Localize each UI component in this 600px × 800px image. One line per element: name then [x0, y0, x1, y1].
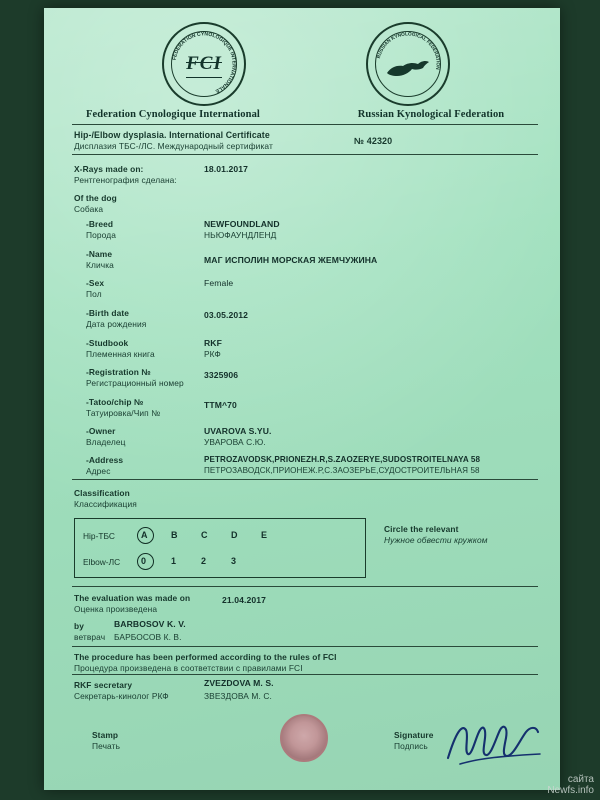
- stamp-label-en: Stamp: [92, 730, 119, 740]
- field-owner-label-en: -Owner: [86, 426, 116, 436]
- organisation-names: [44, 104, 560, 122]
- watermark: [547, 774, 594, 796]
- rkf-logo: [366, 22, 452, 108]
- field-name-value-ru: МАГ ИСПОЛИН МОРСКАЯ ЖЕМЧУЖИНА: [204, 255, 378, 265]
- ofdog-label-ru: Собака: [74, 204, 104, 214]
- field-name-label-ru: Кличка: [86, 260, 114, 270]
- field-breed-label-en: -Breed: [86, 219, 114, 229]
- field-tattoo-value: TTM^70: [204, 400, 237, 410]
- field-registration-label-en: -Registration №: [86, 367, 151, 377]
- logo-row: [44, 22, 560, 100]
- evaluation-date-value: 21.04.2017: [222, 595, 267, 605]
- procedure-text-ru: Процедура произведена в соответствии с правилами FCI: [74, 663, 303, 673]
- field-address-value-en: PETROZAVODSK,PRIONEZH.R,S.ZAOZERYE,SUDOSTROITELNAYA 58: [204, 455, 481, 464]
- signature-mark: [442, 714, 552, 772]
- rkf-ring-text: [368, 24, 448, 104]
- divider-title: [72, 154, 538, 155]
- secretary-label-en: RKF secretary: [74, 680, 133, 690]
- classification-box: [74, 518, 366, 578]
- field-birthdate-label-ru: Дата рождения: [86, 319, 147, 329]
- field-owner-value-en: UVAROVA S.YU.: [204, 426, 272, 436]
- signature-label-ru: Подпись: [394, 741, 428, 751]
- field-tattoo-label-en: -Tatoo/chip №: [86, 397, 144, 407]
- field-breed-label-ru: Порода: [86, 230, 116, 240]
- vet-name-ru: БАРБОСОВ К. В.: [114, 632, 182, 642]
- field-studbook-value-en: RKF: [204, 338, 222, 348]
- hip-option-a[interactable]: A: [141, 530, 148, 540]
- elbow-option-2[interactable]: 2: [201, 556, 207, 566]
- vet-label-ru: ветврач: [74, 632, 106, 642]
- field-birthdate-label-en: -Birth date: [86, 308, 129, 318]
- divider-procedure: [72, 674, 538, 675]
- certificate-sheet: [44, 8, 560, 790]
- svg-text:RUSSIAN KYNOLOGICAL FEDERATION: RUSSIAN KYNOLOGICAL FEDERATION: [376, 32, 440, 70]
- classification-label-en: Classification: [74, 488, 130, 498]
- field-address-label-ru: Адрес: [86, 466, 111, 476]
- field-birthdate-value: 03.05.2012: [204, 310, 249, 320]
- xray-label-en: X-Rays made on:: [74, 164, 144, 174]
- classification-label-ru: Классификация: [74, 499, 137, 509]
- field-studbook-label-ru: Племенная книга: [86, 349, 155, 359]
- doc-title-ru: Дисплазия ТБС-/ЛС. Международный сертификат: [74, 141, 273, 151]
- vet-label-en: by: [74, 621, 84, 631]
- secretary-label-ru: Секретарь-кинолог РКФ: [74, 691, 169, 701]
- field-owner-value-ru: УВАРОВА С.Ю.: [204, 437, 266, 447]
- classification-hint-en: Circle the relevant: [384, 524, 459, 534]
- field-tattoo-label-ru: Татуировка/Чип №: [86, 408, 161, 418]
- xray-date-value: 18.01.2017: [204, 164, 249, 174]
- hip-option-d[interactable]: D: [231, 530, 238, 540]
- divider-classification: [72, 586, 538, 587]
- field-breed-value-ru: НЬЮФАУНДЛЕНД: [204, 230, 277, 240]
- secretary-name-ru: ЗВЕЗДОВА М. С.: [204, 691, 272, 701]
- field-breed-value-en: NEWFOUNDLAND: [204, 219, 280, 229]
- elbow-option-1[interactable]: 1: [171, 556, 177, 566]
- stamp-impression: [280, 714, 328, 762]
- org-right-label: Russian Kynological Federation: [357, 109, 505, 120]
- watermark-line1: сайта: [567, 774, 594, 785]
- field-registration-value: 3325906: [204, 370, 239, 380]
- elbow-row-label: Elbow-ЛС: [83, 557, 121, 567]
- watermark-line2: Newfs.info: [547, 785, 594, 796]
- field-owner-label-ru: Владелец: [86, 437, 126, 447]
- field-registration-label-ru: Регистрационный номер: [86, 378, 184, 388]
- doc-title-en: Hip-/Elbow dysplasia. International Certificate: [74, 130, 270, 140]
- field-sex-label-en: -Sex: [86, 278, 105, 288]
- field-address-value-ru: ПЕТРОЗАВОДСК,ПРИОНЕЖ.Р,С.ЗАОЗЕРЬЕ,СУДОСТРОИТЕЛЬНАЯ 58: [204, 466, 480, 475]
- hip-option-b[interactable]: B: [171, 530, 178, 540]
- field-studbook-label-en: -Studbook: [86, 338, 129, 348]
- divider-dog: [72, 479, 538, 480]
- hip-option-c[interactable]: C: [201, 530, 208, 540]
- divider-evaluation: [72, 646, 538, 647]
- elbow-option-0[interactable]: 0: [141, 556, 147, 566]
- procedure-text-en: The procedure has been performed according to the rules of FCI: [74, 652, 337, 662]
- fci-logo: [162, 22, 248, 108]
- field-studbook-value-ru: РКФ: [204, 349, 221, 359]
- vet-name-en: BARBOSOV K. V.: [114, 619, 186, 629]
- field-name-label-en: -Name: [86, 249, 113, 259]
- certificate-number: № 42320: [354, 136, 393, 146]
- elbow-option-3[interactable]: 3: [231, 556, 237, 566]
- ofdog-label-en: Of the dog: [74, 193, 117, 203]
- svg-text:FEDERATION CYNOLOGIQUE INTERNA: FEDERATION CYNOLOGIQUE INTERNATIONALE: [171, 31, 237, 94]
- secretary-name-en: ZVEZDOVA M. S.: [204, 678, 274, 688]
- xray-label-ru: Рентгенография сделана:: [74, 175, 177, 185]
- signature-label-en: Signature: [394, 730, 434, 740]
- evaluation-label-ru: Оценка произведена: [74, 604, 158, 614]
- fci-ring-text: [164, 24, 244, 104]
- fci-logo-text: FCI: [186, 53, 222, 74]
- evaluation-label-en: The evaluation was made on: [74, 593, 191, 603]
- divider-top: [72, 124, 538, 125]
- field-sex-value: Female: [204, 278, 234, 288]
- hip-option-e[interactable]: E: [261, 530, 268, 540]
- stamp-label-ru: Печать: [92, 741, 121, 751]
- hip-row-label: Hip-ТБС: [83, 531, 115, 541]
- field-sex-label-ru: Пол: [86, 289, 102, 299]
- classification-hint-ru: Нужное обвести кружком: [384, 535, 488, 545]
- field-address-label-en: -Address: [86, 455, 124, 465]
- org-left-label: Federation Cynologique International: [86, 109, 260, 120]
